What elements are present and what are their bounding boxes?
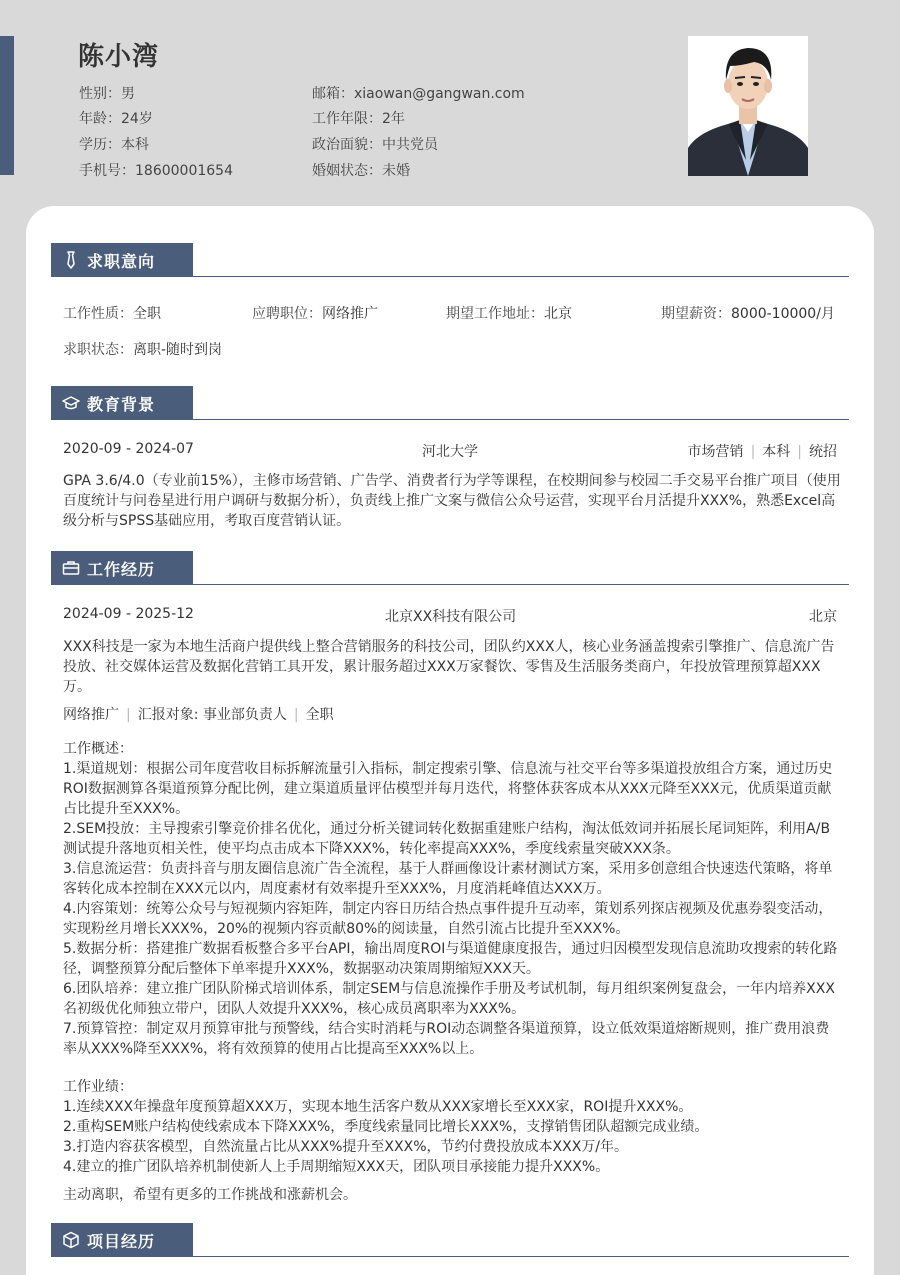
divider: | bbox=[750, 444, 756, 460]
candidate-name: 陈小湾 bbox=[78, 42, 160, 72]
email-field: 邮箱：xiaowan@gangwan.com bbox=[312, 86, 525, 102]
position-label: 应聘职位： bbox=[252, 306, 322, 322]
status-label: 求职状态： bbox=[63, 342, 133, 358]
salary-value: 8000-10000/月 bbox=[731, 306, 835, 322]
work-overview bbox=[63, 739, 843, 1059]
expected-salary bbox=[661, 303, 835, 323]
divider: | bbox=[797, 444, 802, 460]
section-tab bbox=[51, 243, 193, 277]
section-title: 教育背景 bbox=[87, 394, 156, 414]
job-type bbox=[63, 303, 161, 323]
gender-field: 性别：男 bbox=[79, 86, 135, 102]
marital-status-field: 婚姻状态：未婚 bbox=[312, 163, 410, 179]
section-title: 工作经历 bbox=[87, 559, 156, 579]
section-tab bbox=[51, 386, 193, 420]
achievement-item: 2.重构SEM账户结构使线索成本下降XXX%，季度线索量同比增长XXX%，支撑销售团队超额完成业绩。 bbox=[63, 1119, 709, 1135]
profile-photo bbox=[688, 36, 808, 176]
achievement-item: 3.打造内容获客模型，自然流量占比从XXX%提升至XXX%，节约付费投放成本XXX万/年。 bbox=[63, 1139, 628, 1155]
job-status bbox=[63, 339, 222, 359]
overview-item: 4.内容策划：统筹公众号与短视频内容矩阵，制定内容日历结合热点事件提升互动率，策划系列探店视频及优惠券裂变活动，实现粉丝月增长XXX%，20%的视频内容贡献80%的阅读量，自然引流占比提升至XXX%。 bbox=[63, 901, 833, 937]
status-value: 离职-随时到岗 bbox=[133, 342, 223, 358]
work-achievements bbox=[63, 1077, 843, 1177]
work-period: 2024-09 - 2025-12 bbox=[63, 606, 194, 622]
position bbox=[252, 303, 378, 323]
divider: | bbox=[293, 707, 299, 723]
overview-item: 1.渠道规划：根据公司年度营收目标拆解流量引入指标，制定搜索引擎、信息流与社交平台等多渠道投放组合方案，通过历史ROI数据测算各渠道预算分配比例，建立渠道质量评估模型并每月迭代，将整体获客成本从XXX元降至XXX元，优质渠道贡献占比提升至XXX%。 bbox=[63, 761, 833, 817]
graduation-cap-icon bbox=[61, 393, 81, 413]
role-details bbox=[63, 704, 334, 724]
achievement-item: 1.连续XXX年操盘年度预算超XXX万，实现本地生活客户数从XXX家增长至XXX家，ROI提升XXX%。 bbox=[63, 1099, 693, 1115]
briefcase-icon bbox=[61, 558, 81, 578]
education-details bbox=[688, 441, 837, 461]
expected-location bbox=[446, 303, 572, 323]
report-to: 汇报对象: 事业部负责人 bbox=[137, 707, 287, 723]
overview-item: 7.预算管控：制定双月预算审批与预警线，结合实时消耗与ROI动态调整各渠道预算，设立低效渠道熔断规则，推广费用浪费率从XXX%降至XXX%，将有效预算的使用占比提高至XXX%以上。 bbox=[63, 1021, 830, 1057]
work-city: 北京 bbox=[809, 609, 837, 625]
section-title: 项目经历 bbox=[87, 1231, 156, 1251]
age-field: 年龄：24岁 bbox=[79, 111, 153, 127]
divider: | bbox=[126, 707, 131, 723]
section-education bbox=[51, 386, 849, 420]
achievements-title: 工作业绩： bbox=[63, 1079, 133, 1095]
education-field: 学历：本科 bbox=[79, 137, 149, 153]
header-accent-bar bbox=[0, 36, 14, 175]
company-description: XXX科技是一家为本地生活商户提供线上整合营销服务的科技公司，团队约XXX人，核心业务涵盖搜索引擎推广、信息流广告投放、社交媒体运营及数据化营销工具开发，累计服务超过XXX万家餐饮、零售及生活服务类商户，年投放管理预算超XXX万。 bbox=[63, 639, 835, 695]
section-job-intent bbox=[51, 243, 849, 277]
overview-item: 5.数据分析：搭建推广数据看板整合多平台API，输出周度ROI与渠道健康度报告，通过归因模型发现信息流助攻搜索的转化路径，调整预算分配后整体下单率提升XXX%，数据驱动决策周期缩短XXX天。 bbox=[63, 941, 838, 977]
achievement-item: 4.建立的推广团队培养机制使新人上手周期缩短XXX天，团队项目承接能力提升XXX%。 bbox=[63, 1159, 610, 1175]
salary-label: 期望薪资： bbox=[661, 306, 731, 322]
degree: 本科 bbox=[762, 444, 791, 460]
position-value: 网络推广 bbox=[322, 306, 378, 322]
phone-field: 手机号：18600001654 bbox=[79, 163, 233, 179]
job-type-label: 工作性质： bbox=[63, 306, 133, 322]
major: 市场营销 bbox=[687, 444, 744, 460]
work-years-field: 工作年限：2年 bbox=[312, 111, 405, 127]
overview-item: 6.团队培养：建立推广团队阶梯式培训体系，制定SEM与信息流操作手册及考试机制，每月组织案例复盘会，一年内培养XXX名初级优化师独立带户，团队人效提升XXX%，核心成员离职率为XXX%。 bbox=[63, 981, 835, 1017]
job-type-value: 全职 bbox=[133, 306, 161, 322]
section-tab bbox=[51, 1223, 193, 1257]
location-value: 北京 bbox=[544, 306, 572, 322]
leave-reason: 主动离职，希望有更多的工作挑战和涨薪机会。 bbox=[63, 1187, 357, 1203]
employment-type: 全职 bbox=[305, 707, 334, 723]
education-description: GPA 3.6/4.0（专业前15%），主修市场营销、广告学、消费者行为学等课程，在校期间参与校园二手交易平台推广项目（使用百度统计与问卷星进行用户调研与数据分析），负责线上推广文案与微信公众号运营，实现平台月活提升XXX%，熟悉Excel高级分析与SPSS基础应用，考取百度营销认证。 bbox=[63, 473, 841, 529]
tie-icon bbox=[61, 250, 81, 270]
cube-icon bbox=[61, 1230, 81, 1250]
section-work-experience bbox=[51, 551, 849, 585]
overview-item: 3.信息流运营：负责抖音与朋友圈信息流广告全流程，基于人群画像设计素材测试方案，采用多创意组合快速迭代策略，将单客转化成本控制在XXX元以内，周度素材有效率提升至XXX%，月度消耗峰值达XXX万。 bbox=[63, 861, 833, 897]
section-title: 求职意向 bbox=[87, 251, 156, 271]
job-role: 网络推广 bbox=[63, 707, 119, 723]
overview-title: 工作概述： bbox=[63, 741, 133, 757]
enrollment-type: 统招 bbox=[809, 444, 837, 460]
section-tab bbox=[51, 551, 193, 585]
section-projects bbox=[51, 1223, 849, 1257]
education-period: 2020-09 - 2024-07 bbox=[63, 441, 194, 457]
school-name: 河北大学 bbox=[422, 444, 478, 460]
overview-item: 2.SEM投放：主导搜索引擎竞价排名优化，通过分析关键词转化数据重建账户结构，淘汰低效词并拓展长尾词矩阵，利用A/B测试提升落地页相关性，使平均点击成本下降XXX%，转化率提高XXX%，季度线索量突破XXX条。 bbox=[63, 821, 831, 857]
company-name: 北京XX科技有限公司 bbox=[385, 609, 517, 625]
political-status-field: 政治面貌：中共党员 bbox=[312, 137, 438, 153]
location-label: 期望工作地址： bbox=[446, 306, 544, 322]
